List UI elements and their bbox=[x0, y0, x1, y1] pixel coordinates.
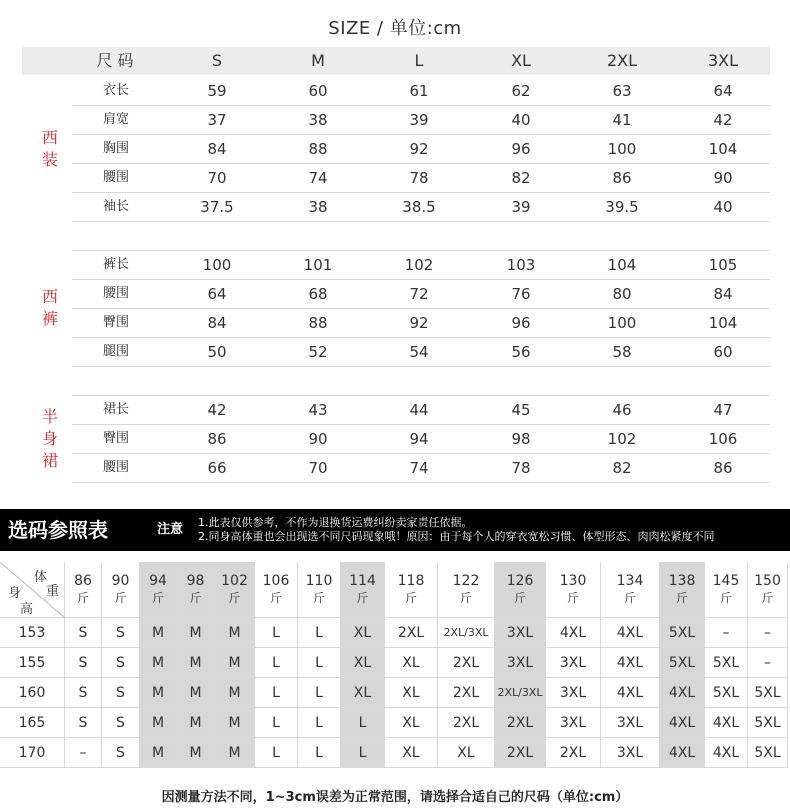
size-recommendation: – bbox=[705, 618, 748, 648]
size-header-bar bbox=[22, 47, 770, 75]
row-divider bbox=[72, 395, 770, 396]
size-recommendation: XL bbox=[341, 648, 385, 678]
size-recommendation: 5XL bbox=[748, 708, 788, 738]
row-divider bbox=[72, 366, 770, 367]
height-label: 155 bbox=[0, 648, 65, 678]
size-recommendation: XL bbox=[385, 648, 438, 678]
size-value: 41 bbox=[612, 111, 632, 129]
size-value: 54 bbox=[409, 343, 429, 361]
row-label: 衣长 bbox=[102, 83, 130, 98]
page-title: SIZE / 单位:cm bbox=[328, 18, 462, 39]
size-recommendation: 2XL bbox=[546, 738, 601, 768]
size-recommendation: 4XL bbox=[660, 708, 705, 738]
size-recommendation: M bbox=[140, 708, 177, 738]
weight-value: 134 bbox=[616, 572, 644, 589]
corner-height2: 高 bbox=[20, 602, 34, 617]
size-value: 74 bbox=[308, 169, 328, 187]
size-recommendation: M bbox=[215, 678, 255, 708]
row-label: 肩宽 bbox=[102, 112, 130, 127]
size-recommendation: 3XL bbox=[601, 708, 660, 738]
size-header-s: S bbox=[211, 51, 223, 70]
size-header-3xl: 3XL bbox=[707, 51, 739, 70]
row-divider bbox=[72, 134, 770, 135]
size-recommendation: 3XL bbox=[546, 678, 601, 708]
size-value: 38 bbox=[308, 198, 328, 216]
row-divider bbox=[72, 163, 770, 164]
size-value: 94 bbox=[409, 430, 429, 448]
size-recommendation: 3XL bbox=[601, 738, 660, 768]
size-recommendation: M bbox=[215, 618, 255, 648]
size-value: 62 bbox=[511, 82, 531, 100]
size-value: 66 bbox=[207, 459, 227, 477]
corner-diagonal bbox=[0, 562, 65, 618]
side-char: 西 bbox=[41, 127, 58, 147]
size-recommendation: XL bbox=[385, 678, 438, 708]
size-value: 96 bbox=[511, 314, 531, 332]
size-value: 38.5 bbox=[402, 198, 436, 216]
size-recommendation: 4XL bbox=[705, 738, 748, 768]
weight-value: 114 bbox=[349, 572, 376, 589]
size-recommendation: 2XL/3XL bbox=[495, 678, 546, 708]
size-recommendation: M bbox=[140, 738, 177, 768]
size-recommendation: 3XL bbox=[495, 618, 546, 648]
size-value: 104 bbox=[708, 140, 738, 158]
size-recommendation: 5XL bbox=[748, 678, 788, 708]
row-label: 裤长 bbox=[102, 257, 130, 272]
size-recommendation: M bbox=[215, 738, 255, 768]
size-value: 106 bbox=[708, 430, 738, 448]
size-value: 70 bbox=[207, 169, 227, 187]
weight-header bbox=[601, 562, 660, 618]
weight-header bbox=[102, 562, 140, 618]
size-recommendation: 5XL bbox=[705, 678, 748, 708]
weight-value: 145 bbox=[712, 572, 740, 589]
weight-header bbox=[660, 562, 705, 618]
weight-unit: 斤 bbox=[761, 590, 774, 605]
size-recommendation: 2XL bbox=[495, 708, 546, 738]
size-recommendation: 3XL bbox=[546, 648, 601, 678]
size-recommendation: L bbox=[298, 708, 341, 738]
size-value: 61 bbox=[409, 82, 429, 100]
size-recommendation: M bbox=[177, 708, 215, 738]
size-value: 56 bbox=[511, 343, 531, 361]
side-char: 装 bbox=[41, 149, 58, 169]
size-value: 44 bbox=[409, 401, 429, 419]
size-recommendation: – bbox=[748, 648, 788, 678]
weight-value: 150 bbox=[754, 572, 781, 589]
size-value: 63 bbox=[612, 82, 632, 100]
row-divider bbox=[72, 424, 770, 425]
size-recommendation: XL bbox=[385, 708, 438, 738]
size-header-2xl: 2XL bbox=[606, 51, 638, 70]
size-value: 64 bbox=[207, 285, 227, 303]
weight-unit: 斤 bbox=[404, 590, 417, 605]
size-header-m: M bbox=[311, 51, 325, 70]
size-value: 104 bbox=[607, 256, 637, 274]
size-recommendation: M bbox=[215, 648, 255, 678]
weight-unit: 斤 bbox=[566, 590, 579, 605]
size-recommendation: 2XL/3XL bbox=[438, 618, 495, 648]
size-value: 102 bbox=[607, 430, 637, 448]
size-value: 46 bbox=[612, 401, 632, 419]
size-recommendation: L bbox=[255, 708, 298, 738]
size-value: 60 bbox=[713, 343, 733, 361]
size-value: 86 bbox=[713, 459, 733, 477]
size-value: 50 bbox=[207, 343, 227, 361]
size-recommendation: M bbox=[177, 648, 215, 678]
size-recommendation: 4XL bbox=[660, 738, 705, 768]
weight-unit: 斤 bbox=[623, 590, 636, 605]
section-side-label bbox=[38, 406, 62, 472]
weight-header bbox=[341, 562, 385, 618]
row-label: 腰围 bbox=[102, 170, 130, 185]
size-recommendation: XL bbox=[341, 678, 385, 708]
selection-banner bbox=[0, 509, 790, 551]
weight-value: 110 bbox=[305, 572, 333, 589]
size-recommendation: L bbox=[298, 618, 341, 648]
size-value: 43 bbox=[308, 401, 328, 419]
row-divider bbox=[72, 279, 770, 280]
size-value: 47 bbox=[713, 401, 733, 419]
notice-text bbox=[198, 516, 715, 544]
weight-unit: 斤 bbox=[189, 590, 202, 605]
size-value: 92 bbox=[409, 314, 429, 332]
size-recommendation: – bbox=[748, 618, 788, 648]
weight-header bbox=[65, 562, 102, 618]
grid-corner bbox=[0, 562, 65, 618]
side-char: 身 bbox=[41, 428, 58, 448]
size-recommendation: S bbox=[65, 648, 102, 678]
weight-header bbox=[177, 562, 215, 618]
weight-value: 118 bbox=[397, 572, 425, 589]
size-value: 76 bbox=[511, 285, 531, 303]
size-value: 100 bbox=[607, 314, 637, 332]
size-recommendation: 2XL bbox=[495, 738, 546, 768]
weight-unit: 斤 bbox=[76, 590, 89, 605]
weight-value: 106 bbox=[262, 572, 290, 589]
size-header-xl: XL bbox=[511, 51, 531, 70]
size-recommendation: 4XL bbox=[601, 648, 660, 678]
size-recommendation: 4XL bbox=[705, 708, 748, 738]
size-recommendation: S bbox=[102, 708, 140, 738]
weight-value: 90 bbox=[111, 572, 130, 589]
size-recommendation: 4XL bbox=[660, 678, 705, 708]
row-label: 腰围 bbox=[102, 460, 130, 475]
notice-line-1: 1.此表仅供参考，不作为退换货运费纠纷卖家责任依据。 bbox=[198, 516, 473, 529]
weight-header bbox=[438, 562, 495, 618]
section-side-label bbox=[38, 286, 62, 330]
size-recommendation: 4XL bbox=[546, 618, 601, 648]
size-recommendation: M bbox=[177, 618, 215, 648]
size-recommendation: S bbox=[65, 708, 102, 738]
weight-value: 138 bbox=[668, 572, 696, 589]
size-recommendation: L bbox=[255, 648, 298, 678]
size-recommendation: 4XL bbox=[601, 678, 660, 708]
size-value: 84 bbox=[713, 285, 733, 303]
size-recommendation: L bbox=[341, 708, 385, 738]
row-divider bbox=[72, 221, 770, 222]
size-recommendation: L bbox=[341, 738, 385, 768]
size-value: 78 bbox=[409, 169, 429, 187]
size-recommendation: M bbox=[215, 708, 255, 738]
size-recommendation: S bbox=[65, 618, 102, 648]
size-value: 102 bbox=[404, 256, 434, 274]
height-label: 170 bbox=[0, 738, 65, 768]
row-divider bbox=[72, 453, 770, 454]
row-divider bbox=[72, 250, 770, 251]
row-label: 胸围 bbox=[102, 141, 130, 156]
size-value: 45 bbox=[511, 401, 531, 419]
height-label: 165 bbox=[0, 708, 65, 738]
weight-unit: 斤 bbox=[513, 590, 526, 605]
row-label: 裙长 bbox=[102, 402, 130, 417]
side-char: 裤 bbox=[41, 309, 58, 328]
size-recommendation: L bbox=[298, 648, 341, 678]
weight-header bbox=[255, 562, 298, 618]
size-value: 70 bbox=[308, 459, 328, 477]
row-label: 臀围 bbox=[102, 315, 130, 330]
weight-unit: 斤 bbox=[459, 590, 472, 605]
row-divider bbox=[72, 192, 770, 193]
weight-unit: 斤 bbox=[228, 590, 241, 605]
size-value: 42 bbox=[713, 111, 733, 129]
size-recommendation: M bbox=[140, 648, 177, 678]
size-recommendation: S bbox=[102, 738, 140, 768]
footnote: 因测量方法不同，1~3cm误差为正常范围，请选择合适自己的尺码（单位:cm） bbox=[161, 790, 629, 805]
section-side-label bbox=[38, 127, 62, 171]
weight-header bbox=[705, 562, 748, 618]
corner-weight2: 重 bbox=[46, 584, 60, 599]
notice-line-2: 2.同身高体重也会出现选不同尺码现象哦！原因：由于每个人的穿衣宽松习惯、体型形态、肉肉松紧度不同 bbox=[198, 530, 715, 543]
weight-value: 86 bbox=[74, 572, 92, 589]
corner-weight: 体 bbox=[34, 570, 48, 585]
size-value: 42 bbox=[207, 401, 227, 419]
corner-height1: 身 bbox=[8, 586, 22, 601]
size-value: 68 bbox=[308, 285, 328, 303]
side-char: 半 bbox=[41, 406, 58, 426]
size-recommendation: 3XL bbox=[495, 648, 546, 678]
weight-unit: 斤 bbox=[151, 590, 164, 605]
size-value: 96 bbox=[511, 140, 531, 158]
weight-value: 102 bbox=[221, 572, 248, 589]
size-value: 100 bbox=[607, 140, 637, 158]
size-value: 82 bbox=[612, 459, 632, 477]
size-value: 100 bbox=[202, 256, 232, 274]
size-recommendation: XL bbox=[341, 618, 385, 648]
row-divider bbox=[72, 482, 770, 483]
notice-label: 注意 bbox=[157, 522, 184, 537]
size-value: 98 bbox=[511, 430, 531, 448]
weight-header bbox=[495, 562, 546, 618]
size-recommendation: L bbox=[255, 678, 298, 708]
size-recommendation: M bbox=[140, 678, 177, 708]
size-recommendation: 2XL bbox=[385, 618, 438, 648]
size-value: 86 bbox=[207, 430, 227, 448]
size-value: 52 bbox=[308, 343, 328, 361]
size-recommendation: XL bbox=[438, 738, 495, 768]
weight-value: 122 bbox=[452, 572, 480, 589]
size-value: 37.5 bbox=[200, 198, 234, 216]
weight-header bbox=[140, 562, 177, 618]
weight-value: 126 bbox=[506, 572, 534, 589]
size-recommendation: M bbox=[177, 678, 215, 708]
weight-header bbox=[546, 562, 601, 618]
weight-unit: 斤 bbox=[356, 590, 369, 605]
size-value: 84 bbox=[207, 314, 227, 332]
row-label: 袖长 bbox=[102, 199, 130, 214]
size-value: 86 bbox=[612, 169, 632, 187]
weight-header bbox=[298, 562, 341, 618]
size-recommendation: 5XL bbox=[660, 618, 705, 648]
size-value: 88 bbox=[308, 314, 328, 332]
size-recommendation: 2XL bbox=[438, 678, 495, 708]
size-value: 64 bbox=[713, 82, 733, 100]
size-value: 40 bbox=[511, 111, 531, 129]
size-recommendation: S bbox=[102, 678, 140, 708]
size-header-l: L bbox=[414, 51, 424, 70]
size-recommendation: S bbox=[65, 678, 102, 708]
row-divider bbox=[72, 337, 770, 338]
size-value: 101 bbox=[303, 256, 333, 274]
size-recommendation: M bbox=[140, 618, 177, 648]
size-recommendation: M bbox=[177, 738, 215, 768]
size-value: 58 bbox=[612, 343, 632, 361]
side-char: 裙 bbox=[41, 450, 58, 470]
size-recommendation: 3XL bbox=[546, 708, 601, 738]
size-recommendation: 5XL bbox=[705, 648, 748, 678]
weight-value: 130 bbox=[559, 572, 587, 589]
size-value: 74 bbox=[409, 459, 429, 477]
selection-title: 选码参照表 bbox=[8, 518, 108, 542]
size-value: 72 bbox=[409, 285, 429, 303]
size-value: 104 bbox=[708, 314, 738, 332]
size-recommendation: L bbox=[255, 738, 298, 768]
size-recommendation: L bbox=[298, 738, 341, 768]
size-recommendation: 4XL bbox=[601, 618, 660, 648]
size-value: 39 bbox=[409, 111, 429, 129]
size-value: 39.5 bbox=[605, 198, 639, 216]
size-value: 84 bbox=[207, 140, 227, 158]
size-value: 88 bbox=[308, 140, 328, 158]
weight-unit: 斤 bbox=[312, 590, 325, 605]
row-label: 臀围 bbox=[102, 431, 130, 446]
size-value: 78 bbox=[511, 459, 531, 477]
size-value: 80 bbox=[612, 285, 632, 303]
size-recommendation: – bbox=[65, 738, 102, 768]
size-value: 39 bbox=[511, 198, 531, 216]
weight-unit: 斤 bbox=[719, 590, 732, 605]
size-value: 37 bbox=[207, 111, 227, 129]
weight-unit: 斤 bbox=[114, 590, 127, 605]
weight-header bbox=[385, 562, 438, 618]
size-value: 90 bbox=[308, 430, 328, 448]
height-label: 153 bbox=[0, 618, 65, 648]
row-label: 腰围 bbox=[102, 286, 130, 301]
size-recommendation: 5XL bbox=[660, 648, 705, 678]
size-recommendation: S bbox=[102, 618, 140, 648]
size-value: 38 bbox=[308, 111, 328, 129]
size-value: 90 bbox=[713, 169, 733, 187]
size-recommendation: S bbox=[102, 648, 140, 678]
weight-header bbox=[215, 562, 255, 618]
size-recommendation: 5XL bbox=[748, 738, 788, 768]
size-recommendation: XL bbox=[385, 738, 438, 768]
size-value: 105 bbox=[708, 256, 738, 274]
size-recommendation: 2XL bbox=[438, 648, 495, 678]
weight-header bbox=[748, 562, 788, 618]
size-value: 92 bbox=[409, 140, 429, 158]
size-value: 40 bbox=[713, 198, 733, 216]
size-value: 103 bbox=[506, 256, 536, 274]
weight-unit: 斤 bbox=[675, 590, 688, 605]
side-char: 西 bbox=[41, 287, 58, 306]
row-label: 腿围 bbox=[102, 344, 130, 359]
size-recommendation: 2XL bbox=[438, 708, 495, 738]
size-header-label: 尺 码 bbox=[96, 51, 134, 70]
height-label: 160 bbox=[0, 678, 65, 708]
row-divider bbox=[72, 105, 770, 106]
size-value: 60 bbox=[308, 82, 328, 100]
weight-value: 94 bbox=[149, 572, 167, 589]
row-divider bbox=[72, 308, 770, 309]
size-recommendation: L bbox=[298, 678, 341, 708]
weight-unit: 斤 bbox=[269, 590, 282, 605]
size-value: 82 bbox=[511, 169, 531, 187]
weight-value: 98 bbox=[186, 572, 205, 589]
size-value: 59 bbox=[207, 82, 227, 100]
size-recommendation: L bbox=[255, 618, 298, 648]
